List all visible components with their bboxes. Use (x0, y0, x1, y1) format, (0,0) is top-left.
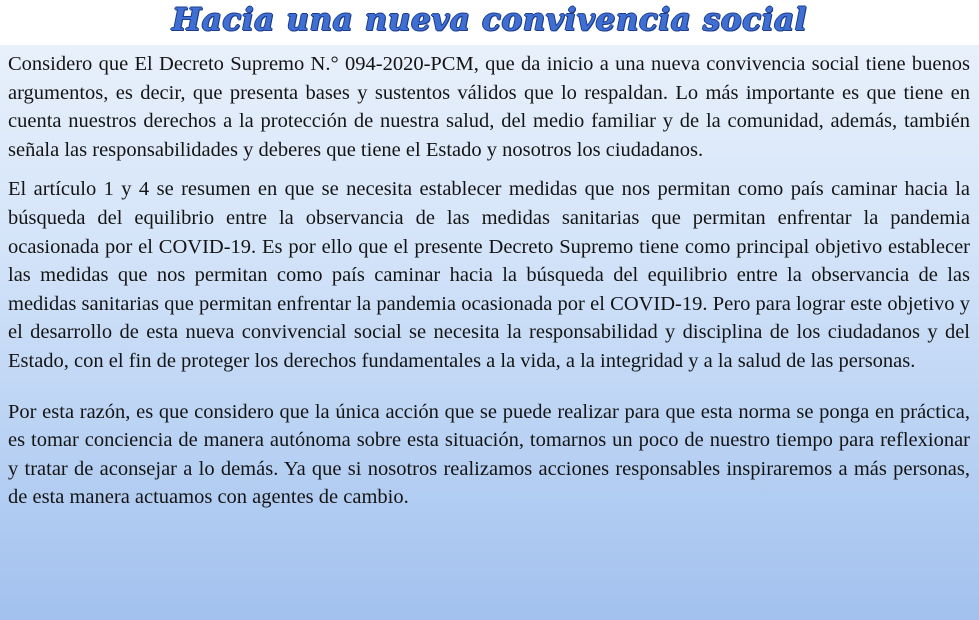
body-panel (0, 45, 979, 620)
body-text (8, 50, 970, 512)
paragraph-2: El artículo 1 y 4 se resumen en que se necesita establecer medidas que nos permitan como país caminar hacia la búsqueda del equilibrio entre la observancia de las medidas sanitarias que permitan enfrentar la pandemia ocasionada por el COVID-19. Es por ello que el presente Decreto Supremo tiene como principal objetivo establecer las medidas que nos permitan como país caminar hacia la búsqueda del equilibrio entre la observancia de las medidas sanitarias que permitan enfrentar la pandemia ocasionada por el COVID-19. Pero para lograr este objetivo y el desarrollo de esta nueva convivencial social se necesita la responsabilidad y disciplina de los ciudadanos y del Estado, con el fin de proteger los derechos fundamentales a la vida, a la integridad y a la salud de las personas. (8, 178, 970, 372)
paragraph-3: Por esta razón, es que considero que la única acción que se puede realizar para que esta norma se ponga en práctica, es tomar conciencia de manera autónoma sobre esta situación, tomarnos un poco de nuestro tiempo para reflexionar y tratar de aconsejar a lo demás. Ya que si nosotros realizamos acciones responsables inspiraremos a más personas, de esta manera actuamos con agentes de cambio. (8, 400, 970, 509)
paragraph-1: Considero que El Decreto Supremo N.° 094-2020-PCM, que da inicio a una nueva convivencia social tiene buenos argumentos, es decir, que presenta bases y sustentos válidos que lo respaldan. Lo más importante es que tiene en cuenta nuestros derechos a la protección de nuestra salud, del medio familiar y de la comunidad, además, también señala las responsabilidades y deberes que tiene el Estado y nosotros los ciudadanos. (8, 53, 970, 161)
title-bar (0, 0, 979, 44)
document-title: Hacia una nueva convivencia social (171, 2, 808, 38)
